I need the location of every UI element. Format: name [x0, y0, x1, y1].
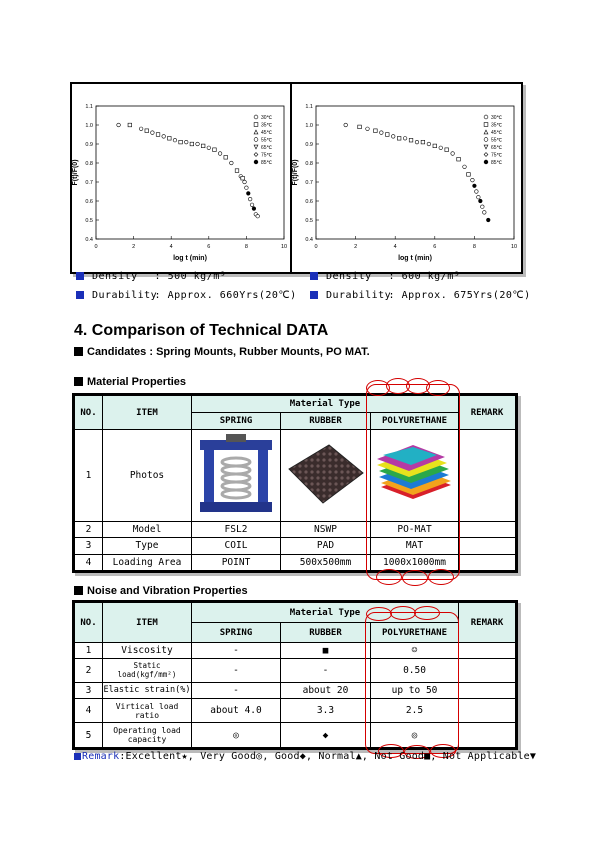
data-point	[139, 127, 143, 131]
legend-marker	[484, 130, 488, 134]
x-tick-label: 6	[433, 244, 437, 250]
chart-left-svg	[72, 84, 290, 272]
charts-panel	[70, 82, 523, 274]
highlight-bump	[402, 570, 428, 586]
data-point	[179, 140, 183, 144]
col-item: ITEM	[103, 603, 192, 643]
data-point	[451, 152, 455, 156]
data-point	[252, 207, 256, 211]
data-point	[403, 137, 407, 141]
legend-marker	[484, 160, 488, 164]
legend-marker	[254, 130, 258, 134]
legend-label: 35℃	[261, 122, 273, 129]
data-point	[391, 135, 395, 139]
spring-value: ◎	[192, 723, 281, 748]
col-item: ITEM	[103, 396, 192, 430]
density-value: : 500 kg/m³	[154, 271, 227, 282]
noise-heading-text: Noise and Vibration Properties	[87, 585, 248, 597]
col-no: NO.	[75, 396, 103, 430]
data-point	[385, 133, 389, 137]
y-tick-label: 1.0	[85, 123, 93, 129]
material-heading-text: Material Properties	[87, 376, 187, 388]
highlight-bump	[366, 607, 392, 621]
x-tick-label: 10	[280, 244, 288, 250]
data-point	[471, 178, 475, 182]
data-point	[463, 165, 467, 169]
data-point	[218, 152, 222, 156]
spring-value: -	[192, 658, 281, 683]
density-label: Density	[92, 271, 138, 282]
data-point	[473, 184, 477, 188]
data-point	[374, 129, 378, 133]
data-point	[415, 140, 419, 144]
highlight-outline	[365, 612, 459, 754]
row-no: 2	[75, 522, 103, 538]
x-tick-label: 4	[169, 244, 173, 250]
data-point	[241, 176, 245, 180]
col-polyurethane: POLYURETHANE	[371, 623, 459, 643]
rubber-value: PAD	[281, 538, 371, 554]
remark-cell	[459, 683, 516, 699]
spring-value: COIL	[192, 538, 281, 554]
right-density	[310, 271, 460, 282]
data-point	[397, 137, 401, 141]
row-no: 3	[75, 538, 103, 554]
row-item: Photos	[103, 430, 192, 522]
legend-label: 85℃	[261, 160, 273, 166]
data-point	[250, 203, 254, 207]
spring-mount-photo	[196, 432, 276, 516]
data-point	[358, 125, 362, 129]
col-spring: SPRING	[192, 413, 281, 430]
candidates-text: Candidates : Spring Mounts, Rubber Mounts, PO MAT.	[87, 346, 370, 358]
row-no: 2	[75, 658, 103, 683]
material-heading	[74, 376, 186, 388]
y-tick-label: 0.4	[85, 237, 93, 243]
data-point	[483, 211, 487, 215]
chart-right-svg	[292, 84, 521, 272]
remark-cell	[459, 723, 516, 748]
y-tick-label: 1.1	[85, 104, 93, 110]
blue-square-icon	[76, 291, 84, 299]
y-axis-label: F(t)/F(0)	[72, 159, 79, 186]
durability-value: : Approx. 660Yrs(20℃)	[154, 290, 297, 301]
legend-marker	[254, 123, 258, 127]
spring-value: POINT	[192, 554, 281, 570]
data-point	[409, 138, 413, 142]
data-point	[245, 186, 249, 190]
black-square-icon	[74, 347, 83, 356]
data-point	[380, 131, 384, 135]
left-durability	[76, 290, 297, 301]
row-no: 4	[75, 554, 103, 570]
data-point	[481, 205, 485, 209]
data-point	[117, 123, 121, 127]
polyurethane-value: MAT	[371, 538, 459, 554]
x-tick-label: 2	[354, 244, 358, 250]
polyurethane-value: up to 50	[371, 683, 459, 699]
y-tick-label: 0.5	[305, 218, 313, 224]
rubber-value: 500x500mm	[281, 554, 371, 570]
y-tick-label: 0.8	[85, 161, 93, 167]
y-tick-label: 0.7	[305, 180, 313, 186]
data-point	[256, 214, 260, 218]
y-tick-label: 1.1	[305, 104, 313, 110]
row-item: Operating load capacity	[103, 723, 192, 748]
x-tick-label: 4	[393, 244, 397, 250]
legend-marker	[254, 115, 258, 119]
x-tick-label: 0	[314, 244, 318, 250]
data-point	[366, 127, 370, 131]
y-tick-label: 0.4	[305, 237, 313, 243]
y-axis-label: F(t)/F(0)	[292, 159, 299, 186]
data-point	[201, 144, 205, 148]
row-no: 1	[75, 430, 103, 522]
legend-marker	[484, 145, 488, 149]
legend-label: 55℃	[491, 137, 503, 144]
legend-label: 30℃	[261, 115, 273, 121]
x-axis-label: log t (min)	[173, 255, 207, 262]
rubber-value: 3.3	[281, 698, 371, 723]
polyurethane-value: 0.50	[371, 658, 459, 683]
right-durability	[310, 290, 531, 301]
data-point	[184, 140, 188, 144]
x-tick-label: 2	[132, 244, 136, 250]
durability-label: Durability	[92, 290, 158, 301]
data-point	[145, 129, 149, 133]
polyurethane-value: 1000x1000mm	[371, 554, 459, 570]
data-point	[439, 146, 443, 150]
remark-text: :Excellent★, Very Good◎, Good◆, Normal▲, Not Good■, Not Applicable▼	[119, 751, 537, 762]
col-material-type: Material Type	[192, 603, 459, 623]
row-item: Viscosity	[103, 643, 192, 659]
durability-value: : Approx. 675Yrs(20℃)	[388, 290, 531, 301]
data-point	[445, 148, 449, 152]
polyurethane-value: 2.5	[371, 698, 459, 723]
row-item: Type	[103, 538, 192, 554]
row-item: Model	[103, 522, 192, 538]
row-no: 1	[75, 643, 103, 659]
legend-label: 65℃	[491, 145, 503, 151]
legend-label: 55℃	[261, 137, 273, 144]
data-point	[168, 137, 172, 141]
durability-label: Durability	[326, 290, 392, 301]
data-point	[151, 131, 155, 135]
row-item: Static load(kgf/mm²)	[103, 658, 192, 683]
x-tick-label: 6	[207, 244, 211, 250]
rubber-pad-photo	[285, 439, 367, 509]
legend-label: 35℃	[491, 122, 503, 129]
legend-label: 45℃	[261, 130, 273, 136]
y-tick-label: 0.6	[305, 199, 313, 205]
data-point	[128, 123, 132, 127]
rubber-photo-cell	[281, 430, 371, 522]
rubber-value: about 20	[281, 683, 371, 699]
y-tick-label: 0.6	[85, 199, 93, 205]
section-title: 4. Comparison of Technical DATA	[74, 322, 329, 339]
spring-value: -	[192, 683, 281, 699]
data-point	[421, 140, 425, 144]
row-item: Elastic strain(%)	[103, 683, 192, 699]
left-density	[76, 271, 226, 282]
legend-marker	[484, 115, 488, 119]
legend-label: 45℃	[491, 130, 503, 136]
remark-line	[74, 751, 536, 762]
polyurethane-value: PO-MAT	[371, 522, 459, 538]
legend-label: 75℃	[491, 152, 503, 159]
col-material-type: Material Type	[192, 396, 459, 413]
data-point	[162, 135, 166, 139]
data-point	[344, 123, 348, 127]
remark-cell	[459, 522, 516, 538]
data-point	[190, 142, 194, 146]
y-tick-label: 0.9	[85, 142, 93, 148]
legend-marker	[254, 145, 258, 149]
rubber-value: ■	[281, 643, 371, 659]
legend-marker	[484, 138, 488, 142]
row-no: 4	[75, 698, 103, 723]
legend-marker	[254, 138, 258, 142]
legend-label: 65℃	[261, 145, 273, 151]
legend-label: 85℃	[491, 160, 503, 166]
density-label: Density	[326, 271, 372, 282]
black-square-icon	[74, 586, 83, 595]
y-tick-label: 0.7	[85, 180, 93, 186]
y-tick-label: 0.8	[305, 161, 313, 167]
x-tick-label: 10	[510, 244, 518, 250]
data-point	[230, 161, 234, 165]
data-point	[475, 190, 479, 194]
polyurethane-value: ◎	[371, 723, 459, 748]
black-square-icon	[74, 377, 83, 386]
highlight-outline	[366, 384, 460, 580]
x-axis-label: log t (min)	[398, 255, 432, 262]
data-point	[457, 157, 461, 161]
blue-square-icon	[76, 272, 84, 280]
rubber-value: NSWP	[281, 522, 371, 538]
legend-marker	[254, 160, 258, 164]
data-point	[156, 133, 160, 137]
y-tick-label: 1.0	[305, 123, 313, 129]
data-point	[243, 180, 247, 184]
remark-cell	[459, 658, 516, 683]
legend-label: 30℃	[491, 115, 503, 121]
rubber-value: -	[281, 658, 371, 683]
data-point	[246, 192, 250, 196]
remark-cell	[459, 430, 516, 522]
row-item: Virtical load ratio	[103, 698, 192, 723]
blue-square-icon	[310, 272, 318, 280]
blue-square-icon	[74, 753, 81, 760]
spring-value: FSL2	[192, 522, 281, 538]
remark-cell	[459, 643, 516, 659]
density-value: : 600 kg/m³	[388, 271, 461, 282]
col-polyurethane: POLYURETHANE	[371, 413, 459, 430]
legend-marker	[484, 153, 488, 157]
col-spring: SPRING	[192, 623, 281, 643]
col-no: NO.	[75, 603, 103, 643]
row-no: 5	[75, 723, 103, 748]
row-no: 3	[75, 683, 103, 699]
data-point	[486, 218, 490, 222]
data-point	[433, 144, 437, 148]
col-remark: REMARK	[459, 603, 516, 643]
remark-cell	[459, 538, 516, 554]
data-point	[427, 142, 431, 146]
x-tick-label: 0	[94, 244, 98, 250]
polyurethane-value: ☺	[371, 643, 459, 659]
legend-marker	[254, 153, 258, 157]
spring-value: -	[192, 643, 281, 659]
highlight-bump	[428, 569, 454, 585]
data-point	[467, 173, 471, 177]
x-tick-label: 8	[472, 244, 476, 250]
highlight-bump	[426, 380, 450, 396]
col-rubber: RUBBER	[281, 623, 371, 643]
col-rubber: RUBBER	[281, 413, 371, 430]
data-point	[477, 195, 481, 199]
remark-label: Remark	[82, 751, 120, 762]
chart-right	[292, 84, 521, 272]
highlight-bump	[414, 606, 440, 620]
chart-left	[72, 84, 292, 272]
highlight-bump	[376, 569, 402, 585]
rubber-value: ◆	[281, 723, 371, 748]
data-point	[196, 142, 200, 146]
y-tick-label: 0.9	[305, 142, 313, 148]
data-point	[207, 146, 211, 150]
y-tick-label: 0.5	[85, 218, 93, 224]
data-point	[248, 197, 252, 201]
data-point	[479, 199, 483, 203]
data-point	[173, 138, 177, 142]
noise-heading	[74, 585, 248, 597]
remark-cell	[459, 554, 516, 570]
spring-photo-cell	[192, 430, 281, 522]
legend-marker	[484, 123, 488, 127]
legend-label: 75℃	[261, 152, 273, 159]
data-point	[213, 148, 217, 152]
highlight-bump	[390, 606, 416, 620]
data-point	[224, 156, 228, 160]
blue-square-icon	[310, 291, 318, 299]
data-point	[235, 169, 239, 173]
col-remark: REMARK	[459, 396, 516, 430]
spring-value: about 4.0	[192, 698, 281, 723]
x-tick-label: 8	[244, 244, 248, 250]
row-item: Loading Area	[103, 554, 192, 570]
remark-cell	[459, 698, 516, 723]
candidates-line	[74, 346, 370, 358]
